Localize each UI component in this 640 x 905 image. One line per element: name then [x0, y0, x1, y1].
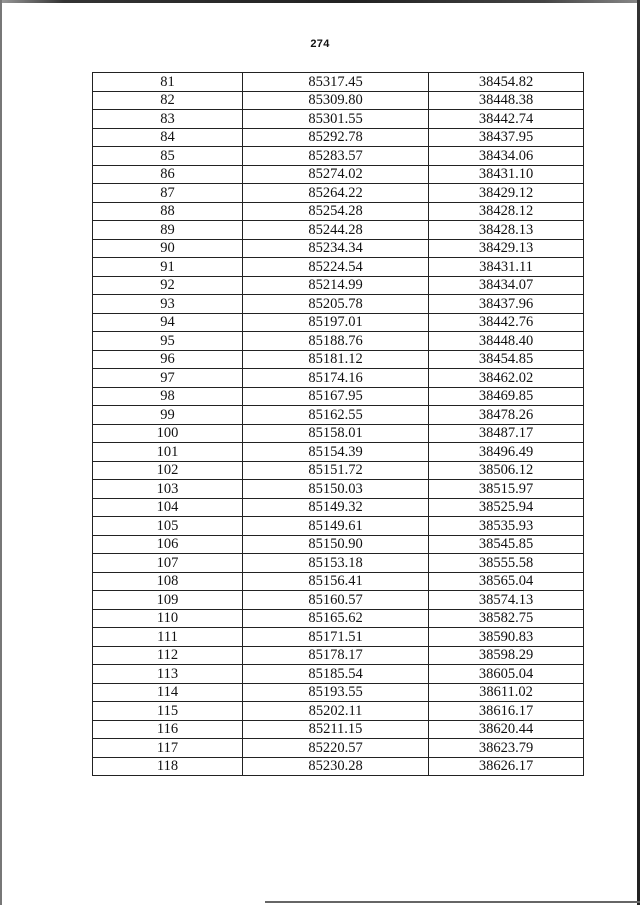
x-coordinate-cell: 85188.76: [243, 332, 429, 351]
table-row: [93, 517, 584, 536]
point-number-cell: 100: [93, 424, 243, 443]
table-row: [93, 128, 584, 147]
table-row: [93, 239, 584, 258]
point-number-cell: 113: [93, 665, 243, 684]
table-row: [93, 313, 584, 332]
y-coordinate-cell: 38545.85: [429, 535, 584, 554]
y-coordinate-cell: 38434.07: [429, 276, 584, 295]
table-row: [93, 221, 584, 240]
table-row: [93, 609, 584, 628]
table-row: [93, 91, 584, 110]
x-coordinate-cell: 85317.45: [243, 73, 429, 92]
point-number-cell: 85: [93, 147, 243, 166]
x-coordinate-cell: 85171.51: [243, 628, 429, 647]
x-coordinate-cell: 85178.17: [243, 646, 429, 665]
y-coordinate-cell: 38442.76: [429, 313, 584, 332]
point-number-cell: 99: [93, 406, 243, 425]
y-coordinate-cell: 38469.85: [429, 387, 584, 406]
y-coordinate-cell: 38574.13: [429, 591, 584, 610]
table-row: [93, 683, 584, 702]
y-coordinate-cell: 38555.58: [429, 554, 584, 573]
table-row: [93, 591, 584, 610]
point-number-cell: 90: [93, 239, 243, 258]
x-coordinate-cell: 85185.54: [243, 665, 429, 684]
point-number-cell: 101: [93, 443, 243, 462]
y-coordinate-cell: 38616.17: [429, 702, 584, 721]
x-coordinate-cell: 85181.12: [243, 350, 429, 369]
x-coordinate-cell: 85205.78: [243, 295, 429, 314]
table-row: [93, 443, 584, 462]
table-row: [93, 110, 584, 129]
table-row: [93, 147, 584, 166]
y-coordinate-cell: 38431.11: [429, 258, 584, 277]
scan-left-edge: [0, 0, 2, 905]
table-row: [93, 480, 584, 499]
table-row: [93, 350, 584, 369]
point-number-cell: 95: [93, 332, 243, 351]
y-coordinate-cell: 38590.83: [429, 628, 584, 647]
point-number-cell: 98: [93, 387, 243, 406]
y-coordinate-cell: 38431.10: [429, 165, 584, 184]
x-coordinate-cell: 85244.28: [243, 221, 429, 240]
x-coordinate-cell: 85202.11: [243, 702, 429, 721]
y-coordinate-cell: 38442.74: [429, 110, 584, 129]
y-coordinate-cell: 38506.12: [429, 461, 584, 480]
y-coordinate-cell: 38623.79: [429, 739, 584, 758]
table-row: [93, 184, 584, 203]
y-coordinate-cell: 38515.97: [429, 480, 584, 499]
x-coordinate-cell: 85283.57: [243, 147, 429, 166]
point-number-cell: 108: [93, 572, 243, 591]
x-coordinate-cell: 85150.90: [243, 535, 429, 554]
table-row: [93, 702, 584, 721]
y-coordinate-cell: 38429.12: [429, 184, 584, 203]
point-number-cell: 103: [93, 480, 243, 499]
point-number-cell: 93: [93, 295, 243, 314]
x-coordinate-cell: 85309.80: [243, 91, 429, 110]
y-coordinate-cell: 38626.17: [429, 757, 584, 776]
point-number-cell: 82: [93, 91, 243, 110]
scan-bottom-edge: [265, 901, 640, 903]
x-coordinate-cell: 85230.28: [243, 757, 429, 776]
point-number-cell: 88: [93, 202, 243, 221]
point-number-cell: 117: [93, 739, 243, 758]
x-coordinate-cell: 85214.99: [243, 276, 429, 295]
y-coordinate-cell: 38448.40: [429, 332, 584, 351]
x-coordinate-cell: 85193.55: [243, 683, 429, 702]
y-coordinate-cell: 38565.04: [429, 572, 584, 591]
x-coordinate-cell: 85292.78: [243, 128, 429, 147]
point-number-cell: 91: [93, 258, 243, 277]
point-number-cell: 84: [93, 128, 243, 147]
x-coordinate-cell: 85150.03: [243, 480, 429, 499]
table-row: [93, 73, 584, 92]
coordinate-table-body: [93, 73, 584, 776]
x-coordinate-cell: 85234.34: [243, 239, 429, 258]
y-coordinate-cell: 38448.38: [429, 91, 584, 110]
x-coordinate-cell: 85224.54: [243, 258, 429, 277]
point-number-cell: 92: [93, 276, 243, 295]
table-row: [93, 387, 584, 406]
point-number-cell: 87: [93, 184, 243, 203]
x-coordinate-cell: 85220.57: [243, 739, 429, 758]
table-row: [93, 665, 584, 684]
x-coordinate-cell: 85158.01: [243, 424, 429, 443]
table-row: [93, 646, 584, 665]
x-coordinate-cell: 85211.15: [243, 720, 429, 739]
point-number-cell: 107: [93, 554, 243, 573]
table-row: [93, 535, 584, 554]
table-row: [93, 165, 584, 184]
point-number-cell: 118: [93, 757, 243, 776]
table-row: [93, 202, 584, 221]
table-row: [93, 406, 584, 425]
x-coordinate-cell: 85254.28: [243, 202, 429, 221]
y-coordinate-cell: 38428.12: [429, 202, 584, 221]
y-coordinate-cell: 38437.95: [429, 128, 584, 147]
x-coordinate-cell: 85174.16: [243, 369, 429, 388]
point-number-cell: 89: [93, 221, 243, 240]
point-number-cell: 94: [93, 313, 243, 332]
point-number-cell: 97: [93, 369, 243, 388]
point-number-cell: 86: [93, 165, 243, 184]
x-coordinate-cell: 85149.32: [243, 498, 429, 517]
y-coordinate-cell: 38487.17: [429, 424, 584, 443]
y-coordinate-cell: 38454.85: [429, 350, 584, 369]
x-coordinate-cell: 85165.62: [243, 609, 429, 628]
x-coordinate-cell: 85151.72: [243, 461, 429, 480]
y-coordinate-cell: 38454.82: [429, 73, 584, 92]
table-row: [93, 739, 584, 758]
point-number-cell: 112: [93, 646, 243, 665]
table-row: [93, 757, 584, 776]
table-row: [93, 332, 584, 351]
table-row: [93, 424, 584, 443]
x-coordinate-cell: 85274.02: [243, 165, 429, 184]
y-coordinate-cell: 38462.02: [429, 369, 584, 388]
x-coordinate-cell: 85153.18: [243, 554, 429, 573]
table-row: [93, 461, 584, 480]
table-row: [93, 628, 584, 647]
x-coordinate-cell: 85197.01: [243, 313, 429, 332]
y-coordinate-cell: 38428.13: [429, 221, 584, 240]
x-coordinate-cell: 85162.55: [243, 406, 429, 425]
y-coordinate-cell: 38611.02: [429, 683, 584, 702]
table-row: [93, 572, 584, 591]
y-coordinate-cell: 38620.44: [429, 720, 584, 739]
table-row: [93, 295, 584, 314]
page-number: 274: [310, 38, 330, 50]
scan-top-edge: [0, 0, 640, 3]
point-number-cell: 83: [93, 110, 243, 129]
y-coordinate-cell: 38535.93: [429, 517, 584, 536]
y-coordinate-cell: 38434.06: [429, 147, 584, 166]
y-coordinate-cell: 38437.96: [429, 295, 584, 314]
x-coordinate-cell: 85149.61: [243, 517, 429, 536]
point-number-cell: 116: [93, 720, 243, 739]
y-coordinate-cell: 38605.04: [429, 665, 584, 684]
y-coordinate-cell: 38598.29: [429, 646, 584, 665]
y-coordinate-cell: 38478.26: [429, 406, 584, 425]
table-row: [93, 498, 584, 517]
y-coordinate-cell: 38496.49: [429, 443, 584, 462]
point-number-cell: 106: [93, 535, 243, 554]
y-coordinate-cell: 38582.75: [429, 609, 584, 628]
x-coordinate-cell: 85154.39: [243, 443, 429, 462]
point-number-cell: 102: [93, 461, 243, 480]
point-number-cell: 110: [93, 609, 243, 628]
point-number-cell: 81: [93, 73, 243, 92]
x-coordinate-cell: 85156.41: [243, 572, 429, 591]
point-number-cell: 111: [93, 628, 243, 647]
point-number-cell: 114: [93, 683, 243, 702]
y-coordinate-cell: 38525.94: [429, 498, 584, 517]
point-number-cell: 104: [93, 498, 243, 517]
point-number-cell: 115: [93, 702, 243, 721]
table-row: [93, 554, 584, 573]
table-row: [93, 720, 584, 739]
x-coordinate-cell: 85264.22: [243, 184, 429, 203]
coordinate-table: [92, 72, 584, 776]
table-row: [93, 369, 584, 388]
point-number-cell: 109: [93, 591, 243, 610]
point-number-cell: 105: [93, 517, 243, 536]
point-number-cell: 96: [93, 350, 243, 369]
x-coordinate-cell: 85167.95: [243, 387, 429, 406]
x-coordinate-cell: 85160.57: [243, 591, 429, 610]
table-row: [93, 258, 584, 277]
table-row: [93, 276, 584, 295]
y-coordinate-cell: 38429.13: [429, 239, 584, 258]
x-coordinate-cell: 85301.55: [243, 110, 429, 129]
